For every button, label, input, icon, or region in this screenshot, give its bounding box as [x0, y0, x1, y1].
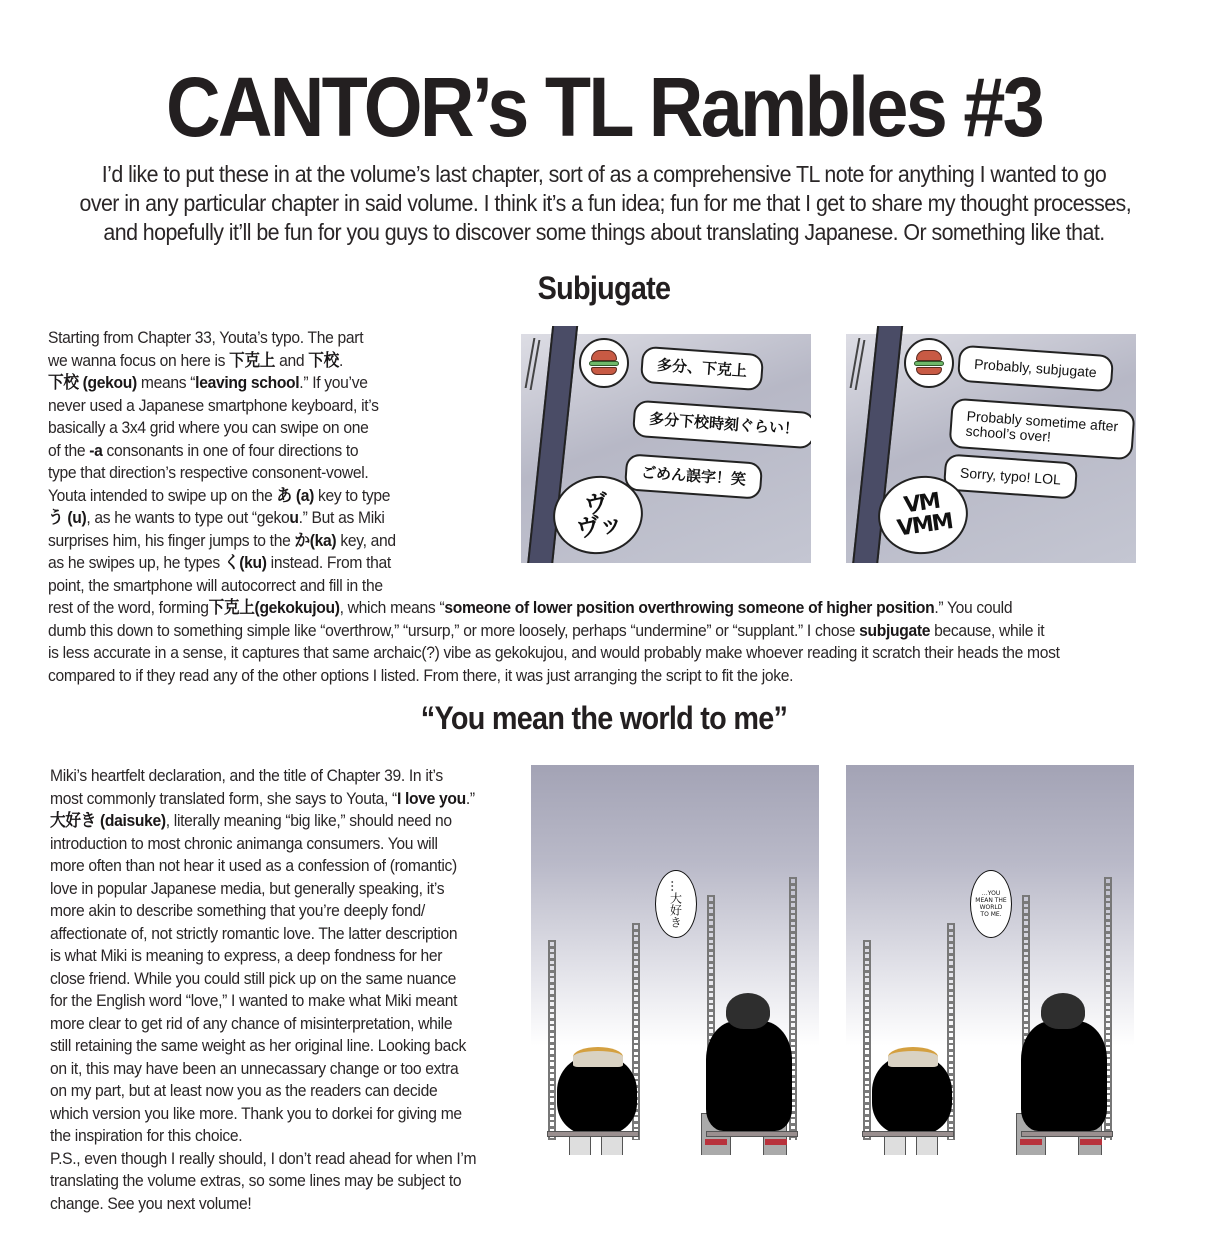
text-run: surprises him, his finger jumps to the [48, 530, 295, 550]
text-run: , as he wants to type out “geko [86, 508, 290, 527]
text-run: of the [48, 440, 90, 460]
text-run: affectionate of, not strictly romantic love. The latter description [50, 923, 458, 943]
text-run: on my part, but at least now you as the readers can decide [50, 1081, 438, 1100]
speech-bubble: …大好き [655, 870, 697, 938]
text-line [50, 1035, 476, 1058]
speech-bubble: …YOU MEAN THE WORLD TO ME. [970, 870, 1012, 938]
burger-icon [914, 350, 944, 376]
text-run: , literally meaning “big like,” should need no [165, 811, 452, 830]
text-run: P.S., even though I really should, I don’t read ahead for when I’m [50, 1148, 477, 1168]
text-run: type that direction’s respective consonent-vowel. [48, 463, 369, 482]
text-run: .” But as Miki [298, 508, 385, 527]
japanese-term: 下克上 [208, 598, 255, 618]
text-run: change. See you next volume! [50, 1193, 252, 1213]
miki-figure [557, 1055, 637, 1135]
comic-panel-swings-japanese [531, 765, 819, 1155]
text-run: we wanna focus on here is [48, 350, 230, 370]
emphasis: (gekokujou) [254, 598, 340, 617]
text-line [48, 665, 1060, 688]
text-line [50, 1170, 476, 1193]
comic-panel-swings-english [846, 765, 1134, 1155]
text-run: which version you like more. Thank you to dorkei for giving me [50, 1103, 462, 1123]
chat-bubble: Sorry, typo! LOL [943, 453, 1078, 499]
japanese-term: う [48, 508, 64, 528]
emphasis: (gekou) [78, 373, 137, 392]
emphasis: I love you [396, 788, 466, 808]
text-run: key to type [313, 485, 391, 505]
text-line [50, 765, 476, 788]
text-run: is what Miki is meaning to express, a deep fondness for her [50, 946, 443, 965]
section-heading-subjugate: Subjugate [537, 270, 671, 306]
text-line [50, 1148, 476, 1171]
youta-figure [1021, 1021, 1107, 1131]
text-run: because, while it [930, 620, 1045, 640]
text-line [50, 788, 476, 811]
youta-figure [706, 1021, 792, 1131]
miki-figure [872, 1055, 952, 1135]
text-run: on it, this may have been an unnecassary change or too extra [50, 1058, 459, 1078]
text-line [50, 855, 476, 878]
text-run: more akin to describe something that you’re deeply fond/ [50, 901, 425, 920]
text-run: means “ [136, 373, 196, 392]
text-run: love in popular Japanese media, but generally speaking, it’s [50, 878, 445, 898]
japanese-term: 下校 [308, 350, 339, 371]
emphasis: (u) [63, 508, 87, 527]
chat-bubble: Probably, subjugate [957, 345, 1114, 393]
emphasis: (daisuke) [95, 811, 166, 830]
avatar [904, 338, 954, 388]
intro-paragraph [79, 160, 1132, 247]
chat-bubble: 多分下校時刻ぐらい！ [632, 400, 811, 450]
text-run: more often than not hear it used as a confession of (romantic) [50, 856, 457, 875]
comic-panel-japanese-chat [521, 326, 811, 563]
japanese-term: 下校 [48, 373, 79, 393]
text-line [48, 575, 1060, 598]
comic-panel-english-chat [846, 326, 1136, 563]
text-run: basically a 3x4 grid where you can swipe on one [48, 418, 369, 437]
japanese-term: く [223, 553, 240, 573]
text-run: dumb this down to something simple like “overthrow,” “ursurp,” or more loosely, perhaps “undermine” or “supplant.” I chose [48, 620, 860, 640]
section-heading-world: “You mean the world to me” [420, 700, 788, 736]
avatar [579, 338, 629, 388]
text-run: .” You could [934, 598, 1013, 617]
text-line [50, 1058, 476, 1081]
text-run: most commonly translated form, she says to Youta, “ [50, 788, 397, 808]
text-run: Youta intended to swipe up on the [48, 485, 277, 505]
japanese-term: あ [276, 485, 292, 506]
text-run: more clear to get rid of any chance of misinterpretation, while [50, 1013, 453, 1033]
text-run: introduction to most chronic animanga consumers. You will [50, 833, 438, 853]
emphasis: -a [89, 440, 103, 460]
text-run: translating the volume extras, so some lines may be subject to [50, 1171, 462, 1190]
japanese-term: 大好き [50, 811, 96, 831]
world-explanation [50, 765, 476, 1215]
text-run: point, the smartphone will autocorrect and fill in the [48, 575, 383, 595]
text-run: the inspiration for this choice. [50, 1126, 243, 1145]
intro-line: I’d like to put these in at the volume’s last chapter, sort of as a comprehensive TL note for anything I wanted to go [101, 161, 1107, 187]
text-line [50, 1080, 476, 1103]
text-run: for the English word “love,” I wanted to make what Miki meant [50, 991, 458, 1010]
chat-bubble: Probably sometime after school’s over! [948, 398, 1135, 461]
text-line [50, 878, 476, 901]
text-line [50, 945, 476, 968]
emphasis: (ka) [309, 530, 337, 550]
text-run: is less accurate in a sense, it captures that same archaic(?) vibe as gekokujou, and would probably make whoever reading it scratch their heads the most [48, 643, 1060, 662]
text-line [50, 833, 476, 856]
text-line [50, 923, 476, 946]
text-run: and [275, 350, 309, 370]
chat-bubble: 多分、下克上 [640, 346, 764, 391]
text-line [50, 990, 476, 1013]
text-line [50, 1103, 476, 1126]
text-run: , which means “ [339, 598, 445, 617]
text-run: as he swipes up, he types [48, 553, 224, 572]
text-run: rest of the word, forming [48, 598, 209, 617]
page-title: CANTOR’s TL Rambles #3 [165, 60, 1043, 154]
text-line [50, 810, 476, 833]
text-run: consonants in one of four directions to [102, 440, 359, 460]
text-line [48, 597, 1060, 620]
intro-line: over in any particular chapter in said volume. I think it’s a fun idea; fun for me that I get to share my thought processes, [79, 190, 1132, 216]
emphasis: (ku) [239, 553, 267, 572]
burger-icon [589, 350, 619, 376]
emphasis: someone of lower position overthrowing someone of higher position [444, 598, 935, 617]
text-run: close friend. While you could still pick up on the same nuance [50, 968, 457, 988]
vibration-sfx: VM VMM [873, 470, 973, 560]
text-run: key, and [336, 530, 396, 550]
text-line [48, 642, 1060, 665]
text-line [50, 1125, 476, 1148]
emphasis: leaving school [195, 373, 300, 392]
text-line [50, 1193, 476, 1216]
text-run: never used a Japanese smartphone keyboard, it’s [48, 395, 379, 415]
text-run: .” If you’ve [299, 373, 368, 392]
text-line [48, 620, 1060, 643]
emphasis: u [289, 508, 299, 527]
text-run: instead. From that [266, 553, 391, 572]
text-line [50, 900, 476, 923]
intro-line: and hopefully it’ll be fun for you guys to discover some things about translating Japanese. Or something like that. [103, 219, 1105, 245]
text-run: Miki’s heartfelt declaration, and the title of Chapter 39. In it’s [50, 766, 443, 785]
emphasis: (a) [291, 485, 314, 505]
text-run: compared to if they read any of the other options I listed. From there, it was just arranging the script to fit the joke. [48, 665, 794, 685]
vibration-sfx: ヴ ヴッ [548, 470, 648, 560]
text-line [50, 968, 476, 991]
text-run: . [338, 350, 343, 370]
text-run: Starting from Chapter 33, Youta’s typo. The part [48, 328, 364, 347]
emphasis: subjugate [859, 620, 931, 640]
japanese-term: か [294, 530, 310, 551]
text-run: .” [465, 788, 475, 808]
text-run: still retaining the same weight as her original line. Looking back [50, 1036, 467, 1055]
text-line [50, 1013, 476, 1036]
chat-bubble: ごめん誤字！笑 [624, 453, 763, 499]
japanese-term: 下克上 [229, 350, 276, 371]
